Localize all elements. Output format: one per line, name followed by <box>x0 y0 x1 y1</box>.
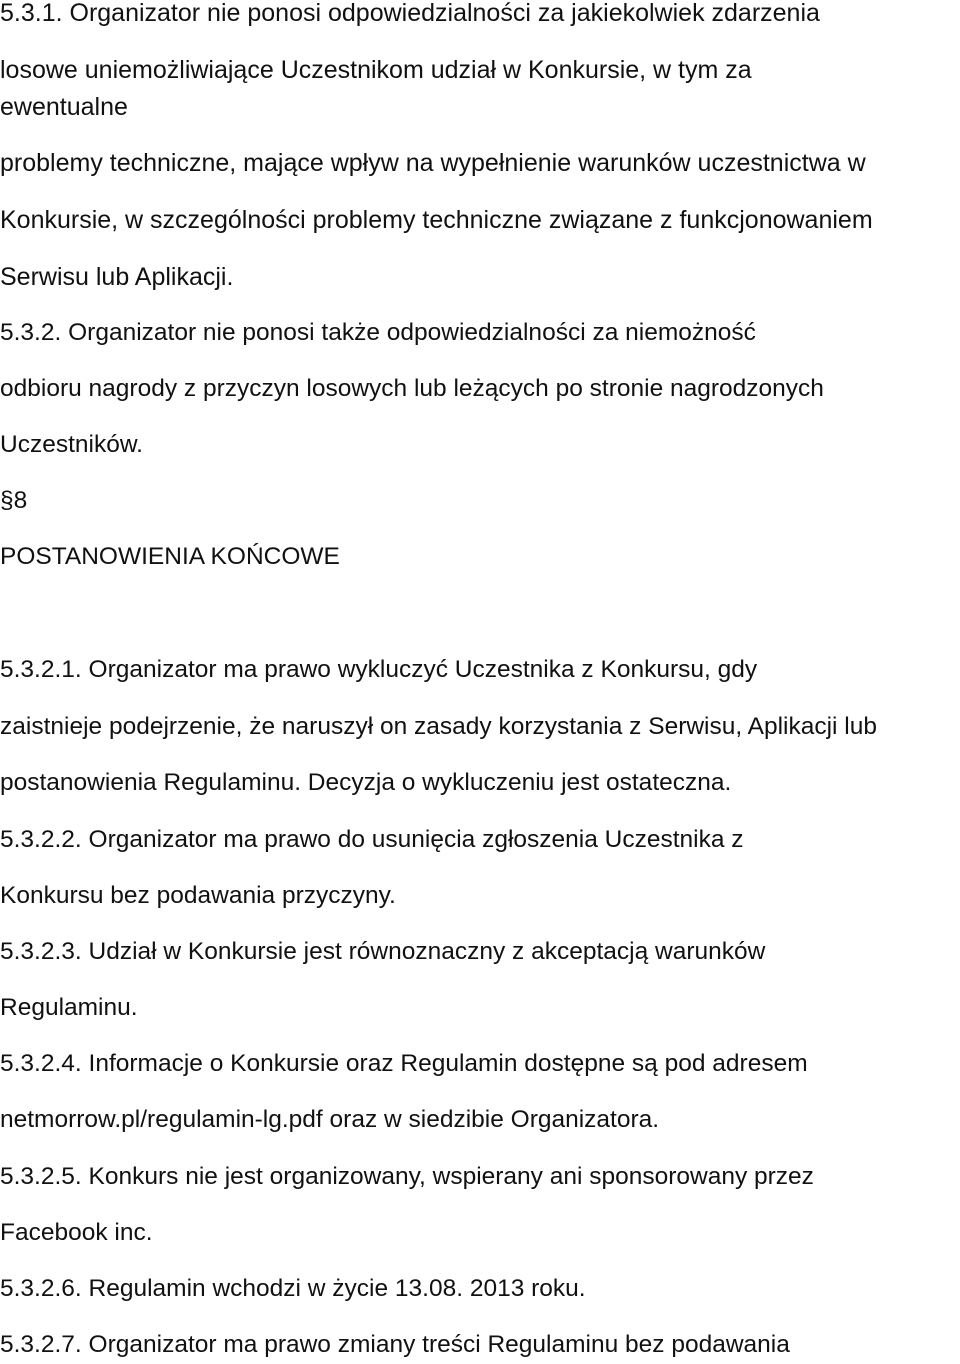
text-line: Facebook inc. <box>0 1219 153 1246</box>
text-line: zaistnieje podejrzenie, że naruszył on zasady korzystania z Serwisu, Aplikacji lub <box>0 713 877 740</box>
text-line: odbioru nagrody z przyczyn losowych lub leżących po stronie nagrodzonych <box>0 375 824 402</box>
text-line: Konkursie, w szczególności problemy techniczne związane z funkcjonowaniem <box>0 206 873 234</box>
text-line: 5.3.2.1. Organizator ma prawo wykluczyć Uczestnika z Konkursu, gdy <box>0 656 758 683</box>
text-line: 5.3.2. Organizator nie ponosi także odpowiedzialności za niemożność <box>0 319 756 346</box>
text-line: 5.3.2.3. Udział w Konkursie jest równoznaczny z akceptacją warunków <box>0 938 766 965</box>
text-line: Uczestników. <box>0 431 143 458</box>
text-line: 5.3.2.4. Informacje o Konkursie oraz Regulamin dostępne są pod adresem <box>0 1050 808 1077</box>
text-line: Konkursu bez podawania przyczyny. <box>0 882 396 909</box>
text-line: postanowienia Regulaminu. Decyzja o wykluczeniu jest ostateczna. <box>0 769 732 796</box>
text-line: Serwisu lub Aplikacji. <box>0 263 234 291</box>
text-line: ewentualne <box>0 93 128 121</box>
text-line: losowe uniemożliwiające Uczestnikom udział w Konkursie, w tym za <box>0 56 752 84</box>
text-line: Regulaminu. <box>0 994 138 1021</box>
text-line: 5.3.2.6. Regulamin wchodzi w życie 13.08. 2013 roku. <box>0 1275 586 1302</box>
text-line: netmorrow.pl/regulamin-lg.pdf oraz w siedzibie Organizatora. <box>0 1106 660 1133</box>
section-heading-number: §8 <box>0 487 28 514</box>
text-line: 5.3.1. Organizator nie ponosi odpowiedzialności za jakiekolwiek zdarzenia <box>0 0 820 27</box>
text-line: problemy techniczne, mające wpływ na wypełnienie warunków uczestnictwa w <box>0 149 866 177</box>
text-line: 5.3.2.2. Organizator ma prawo do usunięcia zgłoszenia Uczestnika z <box>0 826 744 853</box>
text-line: 5.3.2.5. Konkurs nie jest organizowany, wspierany ani sponsorowany przez <box>0 1163 814 1190</box>
section-heading-title: POSTANOWIENIA KOŃCOWE <box>0 543 340 570</box>
text-line: 5.3.2.7. Organizator ma prawo zmiany treści Regulaminu bez podawania <box>0 1331 790 1358</box>
